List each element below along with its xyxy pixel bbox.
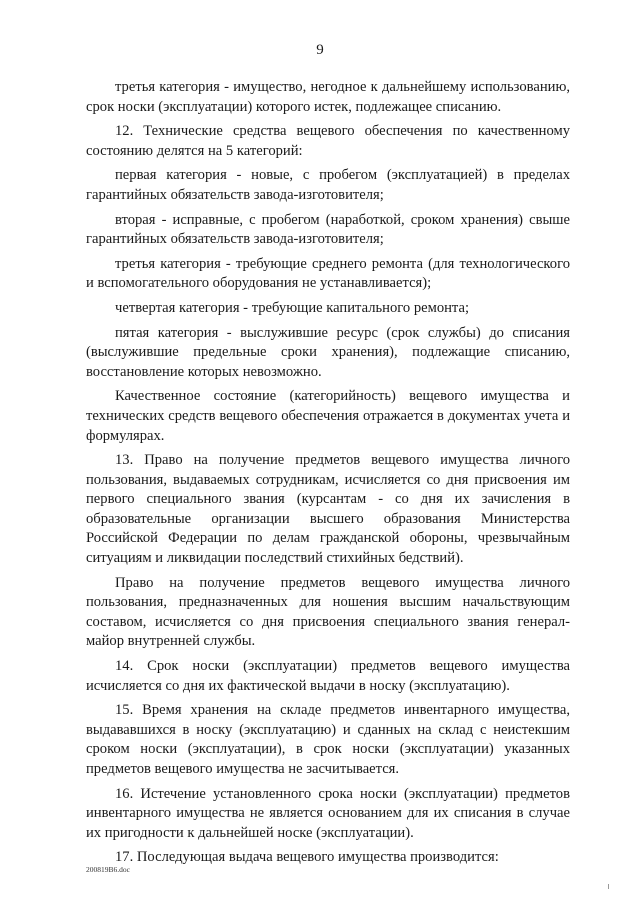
paragraph: 12. Технические средства вещевого обеспечения по качественному состоянию делятся на 5 категорий: xyxy=(86,123,570,159)
paragraph: пятая категория - выслужившие ресурс (срок службы) до списания (выслужившие предельные сроки хранения), подлежащие списанию, восстановление которых невозможно. xyxy=(86,324,570,380)
file-name-footer: 200819B6.doc xyxy=(86,865,130,874)
scan-mark xyxy=(608,884,609,889)
paragraph: 15. Время хранения на складе предметов инвентарного имущества, выдававшихся в носку (эксплуатацию) и сданных на склад с неистекшим сроком носки (эксплуатации), в срок носки (эксплуатации) указанных предметов вещевого имущества не засчитывается. xyxy=(86,702,570,777)
document-body xyxy=(86,78,570,873)
paragraph: Качественное состояние (категорийность) вещевого имущества и технических средств вещевого обеспечения отражается в документах учета и формулярах. xyxy=(86,388,570,444)
paragraph: третья категория - требующие среднего ремонта (для технологического и вспомогательного оборудования не устанавливается); xyxy=(86,255,570,292)
paragraph: четвертая категория - требующие капитального ремонта; xyxy=(115,299,470,316)
paragraph: третья категория - имущество, негодное к дальнейшему использованию, срок носки (эксплуатации) которого истек, подлежащее списанию. xyxy=(86,79,570,115)
paragraph: Право на получение предметов вещевого имущества личного пользования, предназначенных для ношения высшим начальствующим составом, исчисляется со дня присвоения специального звания генерал-майор внутренней службы. xyxy=(86,574,570,650)
paragraph: 17. Последующая выдача вещевого имущества производится: xyxy=(115,849,499,866)
paragraph: 13. Право на получение предметов вещевого имущества личного пользования, выдаваемых сотрудникам, исчисляется со дня присвоения им первого специального звания (курсантам - со дня их зачисления в образовательные организации высшего образования Министерства Российской Федерации по делам гражданской обороны, чрезвычайным ситуациям и ликвидации последствий стихийных бедствий). xyxy=(86,452,570,567)
paragraph: вторая - исправные, с пробегом (наработкой, сроком хранения) свыше гарантийных обязательств завода-изготовителя; xyxy=(86,211,570,248)
paragraph: 14. Срок носки (эксплуатации) предметов вещевого имущества исчисляется со дня их фактической выдачи в носку (эксплуатацию). xyxy=(86,658,570,694)
paragraph: 16. Истечение установленного срока носки (эксплуатации) предметов инвентарного имущества не является основанием для их списания в случае их пригодности к дальнейшей носке (эксплуатации). xyxy=(86,785,570,841)
page-number: 9 xyxy=(316,42,324,58)
paragraph: первая категория - новые, с пробегом (эксплуатацией) в пределах гарантийных обязательств завода-изготовителя; xyxy=(86,167,570,203)
